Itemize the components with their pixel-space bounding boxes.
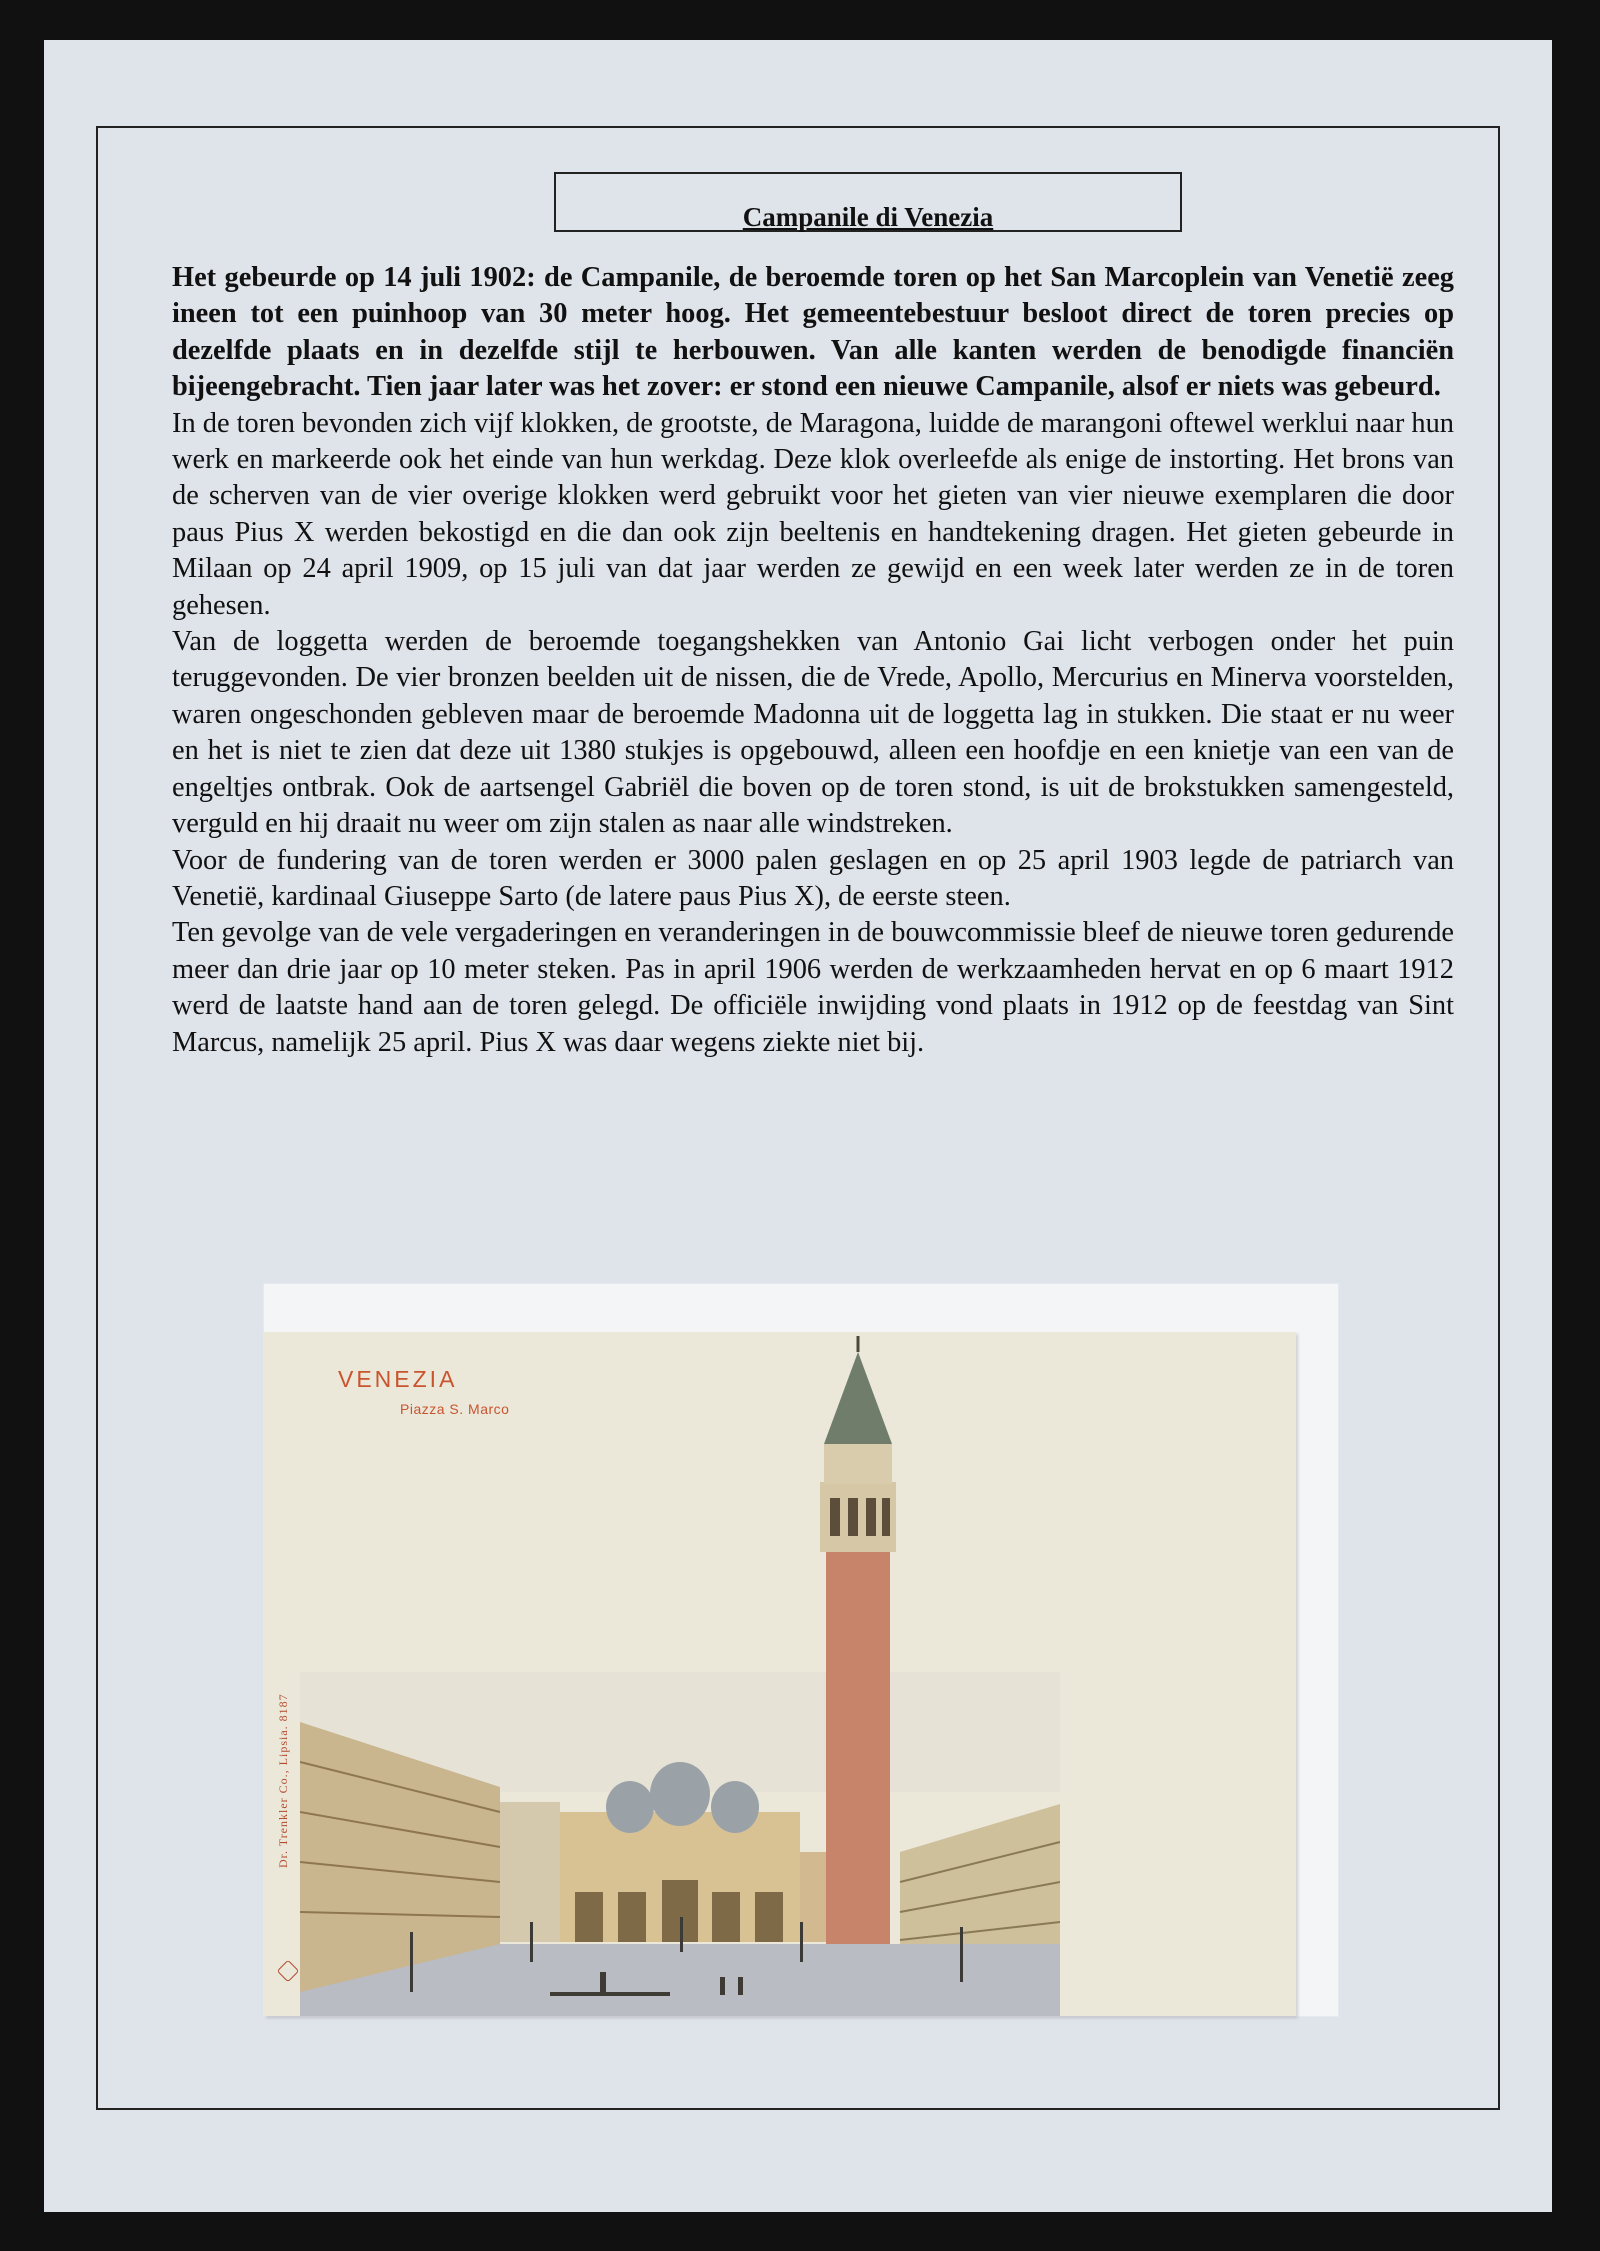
piazza-san-marco-illustration [300,1332,1288,2016]
basilica-dome [606,1781,654,1833]
postcard-mount [264,1284,1338,2016]
basilica-dome [650,1762,710,1826]
postcard-title: VENEZIA [338,1366,458,1392]
distant-building [500,1802,560,1942]
album-sheet [44,40,1552,2212]
page-title: Campanile di Venezia [742,202,994,232]
campanile-shaft [826,1510,890,1960]
basilica-dome [711,1781,759,1833]
paragraph-loggetta: Van de loggetta werden de beroemde toegangshekken van Antonio Gai licht verbogen onder het puin teruggevonden. De vier bronzen beelden uit de nissen, die de Vrede, Apollo, Mercurius en Minerva voorstelden, waren ongeschonden gebleven maar de beroemde Madonna uit de loggetta lag in stukken. Die staat er nu weer en het is niet te zien dat deze uit 1380 stukjes is opgebouwd, alleen een hoofdje en een knietje van een van de engeltjes ontbrak. Ook de aartsengel Gabriël die boven op de toren stond, is uit de brokstukken samengesteld, verguld en hij draait nu weer om zijn stalen as naar alle windstreken. [172,626,1454,840]
postcard [264,1332,1296,2016]
postcard-illustration [300,1332,1288,2016]
paragraph-bells: In de toren bevonden zich vijf klokken, de grootste, de Maragona, luidde de marangoni oftewel werklui naar hun werk en markeerde ook het einde van hun werkdag. Deze klok overleefde als enige de instorting. Het brons van de scherven van de vier overige klokken werd gebruikt voor het gieten van vier nieuwe exemplaren die door paus Pius X werden bekostigd en die dan ook zijn beeltenis en handtekening dragen. Het gieten gebeurde in Milaan op 24 april 1909, op 15 juli van dat jaar werden ze gewijd en een week later werden ze in de toren gehesen. [172,407,1454,621]
postcard-publisher: Dr. Trenkler Co., Lipsia. 8187 [276,1693,290,1868]
paragraph-foundation: Voor de fundering van de toren werden er 3000 palen geslagen en op 25 april 1903 legde de patriarch van Venetië, kardinaal Giuseppe Sarto (de latere paus Pius X), de eerste steen. [172,844,1454,912]
publisher-logo-icon [277,1960,300,1983]
paragraph-inauguration: Ten gevolge van de vele vergaderingen en veranderingen in de bouwcommissie bleef de nieuwe toren gedurende meer dan drie jaar op 10 meter steken. Pas in april 1906 werden de werkzaamheden hervat en op 6 maart 1912 werd de laatste hand aan de toren gelegd. De officiële inwijding vond plaats in 1912 op de feestdag van Sint Marcus, namelijk 25 april. Pius X was daar wegens ziekte niet bij. [172,917,1454,1058]
postcard-blank-margin [1060,1332,1288,2016]
campanile-attic [824,1444,892,1484]
article-text [172,260,1454,1061]
lead-paragraph: Het gebeurde op 14 juli 1902: de Campanile, de beroemde toren op het San Marcoplein van Venetië zeeg ineen tot een puinhoop van 30 meter hoog. Het gemeentebestuur besloot direct de toren precies op dezelfde plaats en in dezelfde stijl te herbouwen. Van alle kanten werden de benodigde financiën bijeengebracht. Tien jaar later was het zover: er stond een nieuwe Campanile, alsof er niets was gebeurd. [172,262,1454,403]
postcard-subtitle: Piazza S. Marco [400,1401,510,1417]
title-box [554,172,1182,232]
